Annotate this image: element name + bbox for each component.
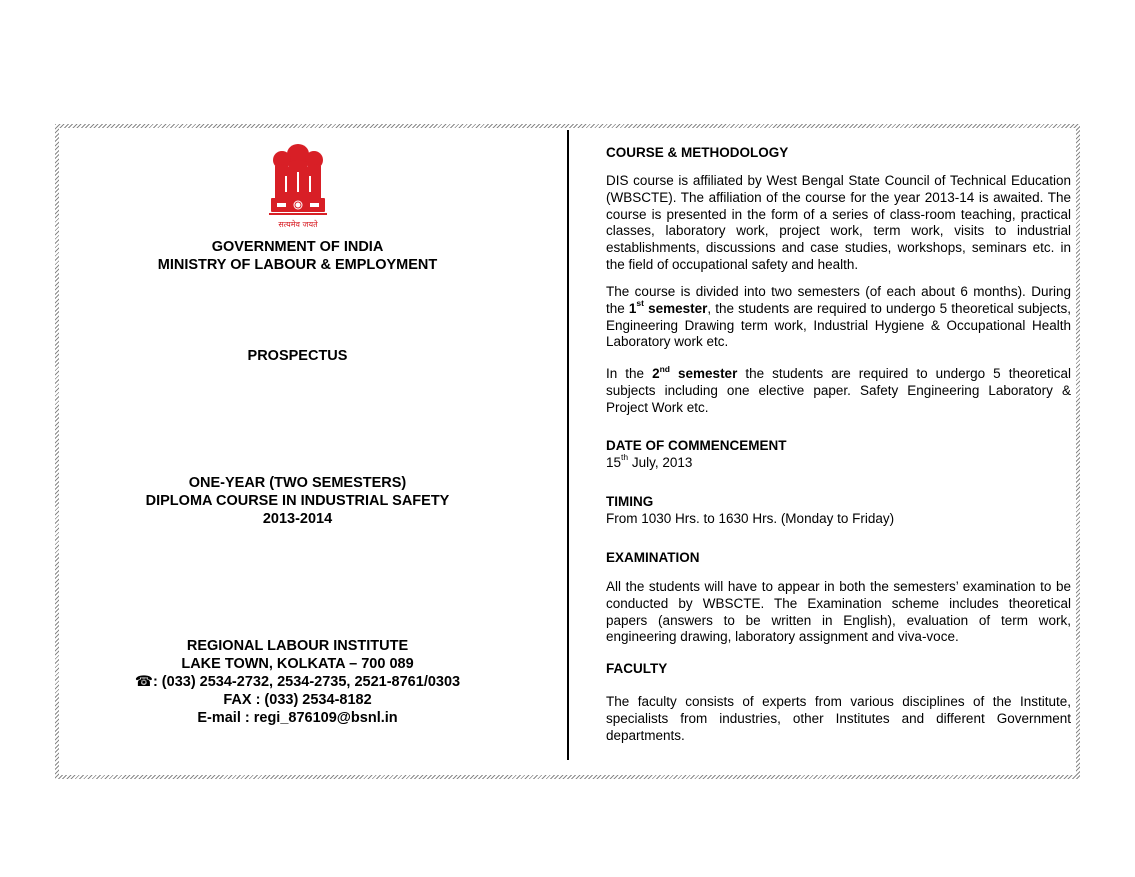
commencement-heading: DATE OF COMMENCEMENT [606,438,787,453]
para-2-text-a: The course is divided into two semesters (of each about 6 months). During the [606,284,1071,316]
para-2-ordinal: 1 [628,300,637,316]
para-3-semester: semester [670,366,738,381]
telephone-icon: ☎ [134,674,153,690]
ministry-header [60,238,535,274]
course-duration: ONE-YEAR (TWO SEMESTERS) [188,475,407,491]
para-3-text-a: In the [606,366,653,381]
institute-phone [60,673,535,691]
commencement-date [606,452,1071,472]
commencement-sup: th [621,452,629,463]
methodology-heading: COURSE & METHODOLOGY [606,145,789,160]
course-name: DIPLOMA COURSE IN INDUSTRIAL SAFETY [145,493,450,509]
timing-text: From 1030 Hrs. to 1630 Hrs. (Monday to Friday) [606,510,895,526]
methodology-para-1: DIS course is affiliated by West Bengal State Council of Technical Education (WBSCTE). The affiliation of the course for the year 2013-14 is awaited. The course is presented in the form of a series of class-room teaching, practical classes, laboratory work, project work, term work, visits to industrial establishments, discussions and case studies, workshops, seminars etc. in the field of occupational safety and health. [606,173,1071,272]
column-divider [567,130,569,760]
course-title-block [60,474,535,528]
institute-fax: FAX : (033) 2534-8182 [223,692,372,708]
institute-name: REGIONAL LABOUR INSTITUTE [186,638,409,654]
methodology-para-3 [606,363,1072,416]
timing-heading: TIMING [606,494,654,509]
para-3-sup: nd [659,363,670,374]
methodology-section [606,145,1071,162]
para-2-semester: semester [643,300,708,316]
institute-contact-block [60,637,535,727]
commencement-day: 15 [606,454,622,470]
phone-numbers: : (033) 2534-2732, 2534-2735, 2521-8761/0303 [152,674,461,690]
prospectus-title: PROSPECTUS [247,348,348,364]
para-2-sup: st [636,298,644,309]
course-year: 2013-2014 [262,511,333,527]
emblem-motto: सत्यमेव जयते [278,220,318,229]
examination-section [606,550,1071,567]
ministry-line: MINISTRY OF LABOUR & EMPLOYMENT [157,257,438,273]
commencement-section [606,438,1071,472]
examination-text: All the students will have to appear in both the semesters’ examination to be conducted by WBSCTE. The Examination scheme includes theoretical papers (answers to be written in English), evaluation of term work, engineering drawing, laboratory assignment and viva-voce. [606,579,1071,645]
para-3-ordinal: 2 [652,366,660,381]
institute-email: E-mail : regi_876109@bsnl.in [197,710,398,726]
faculty-text-wrap [606,694,1071,744]
para-2-text-b: , the students are required to undergo 5 theoretical subjects, Engineering Drawing term work, Industrial Hygiene & Occupational Health Laboratory work etc. [606,300,1071,350]
methodology-para-1-wrap [606,173,1071,274]
commencement-month-year: July, 2013 [628,454,693,470]
faculty-heading: FACULTY [606,661,668,676]
state-emblem-icon [263,140,333,232]
timing-section [606,494,1071,528]
faculty-section [606,661,1071,678]
methodology-para-2 [606,284,1071,351]
examination-heading: EXAMINATION [606,550,700,565]
government-line: GOVERNMENT OF INDIA [211,239,384,255]
para-3-text-b: the students are required to undergo 5 theoretical subjects including one elective paper. Safety Engineering Laboratory & Project Work etc. [606,366,1072,415]
methodology-para-3-wrap [606,363,1072,416]
institute-address: LAKE TOWN, KOLKATA – 700 089 [181,656,414,672]
examination-text-wrap [606,579,1071,646]
methodology-para-2-wrap [606,284,1071,351]
faculty-text: The faculty consists of experts from various disciplines of the Institute, specialists from industries, other Institutes and different Government departments. [606,694,1071,743]
